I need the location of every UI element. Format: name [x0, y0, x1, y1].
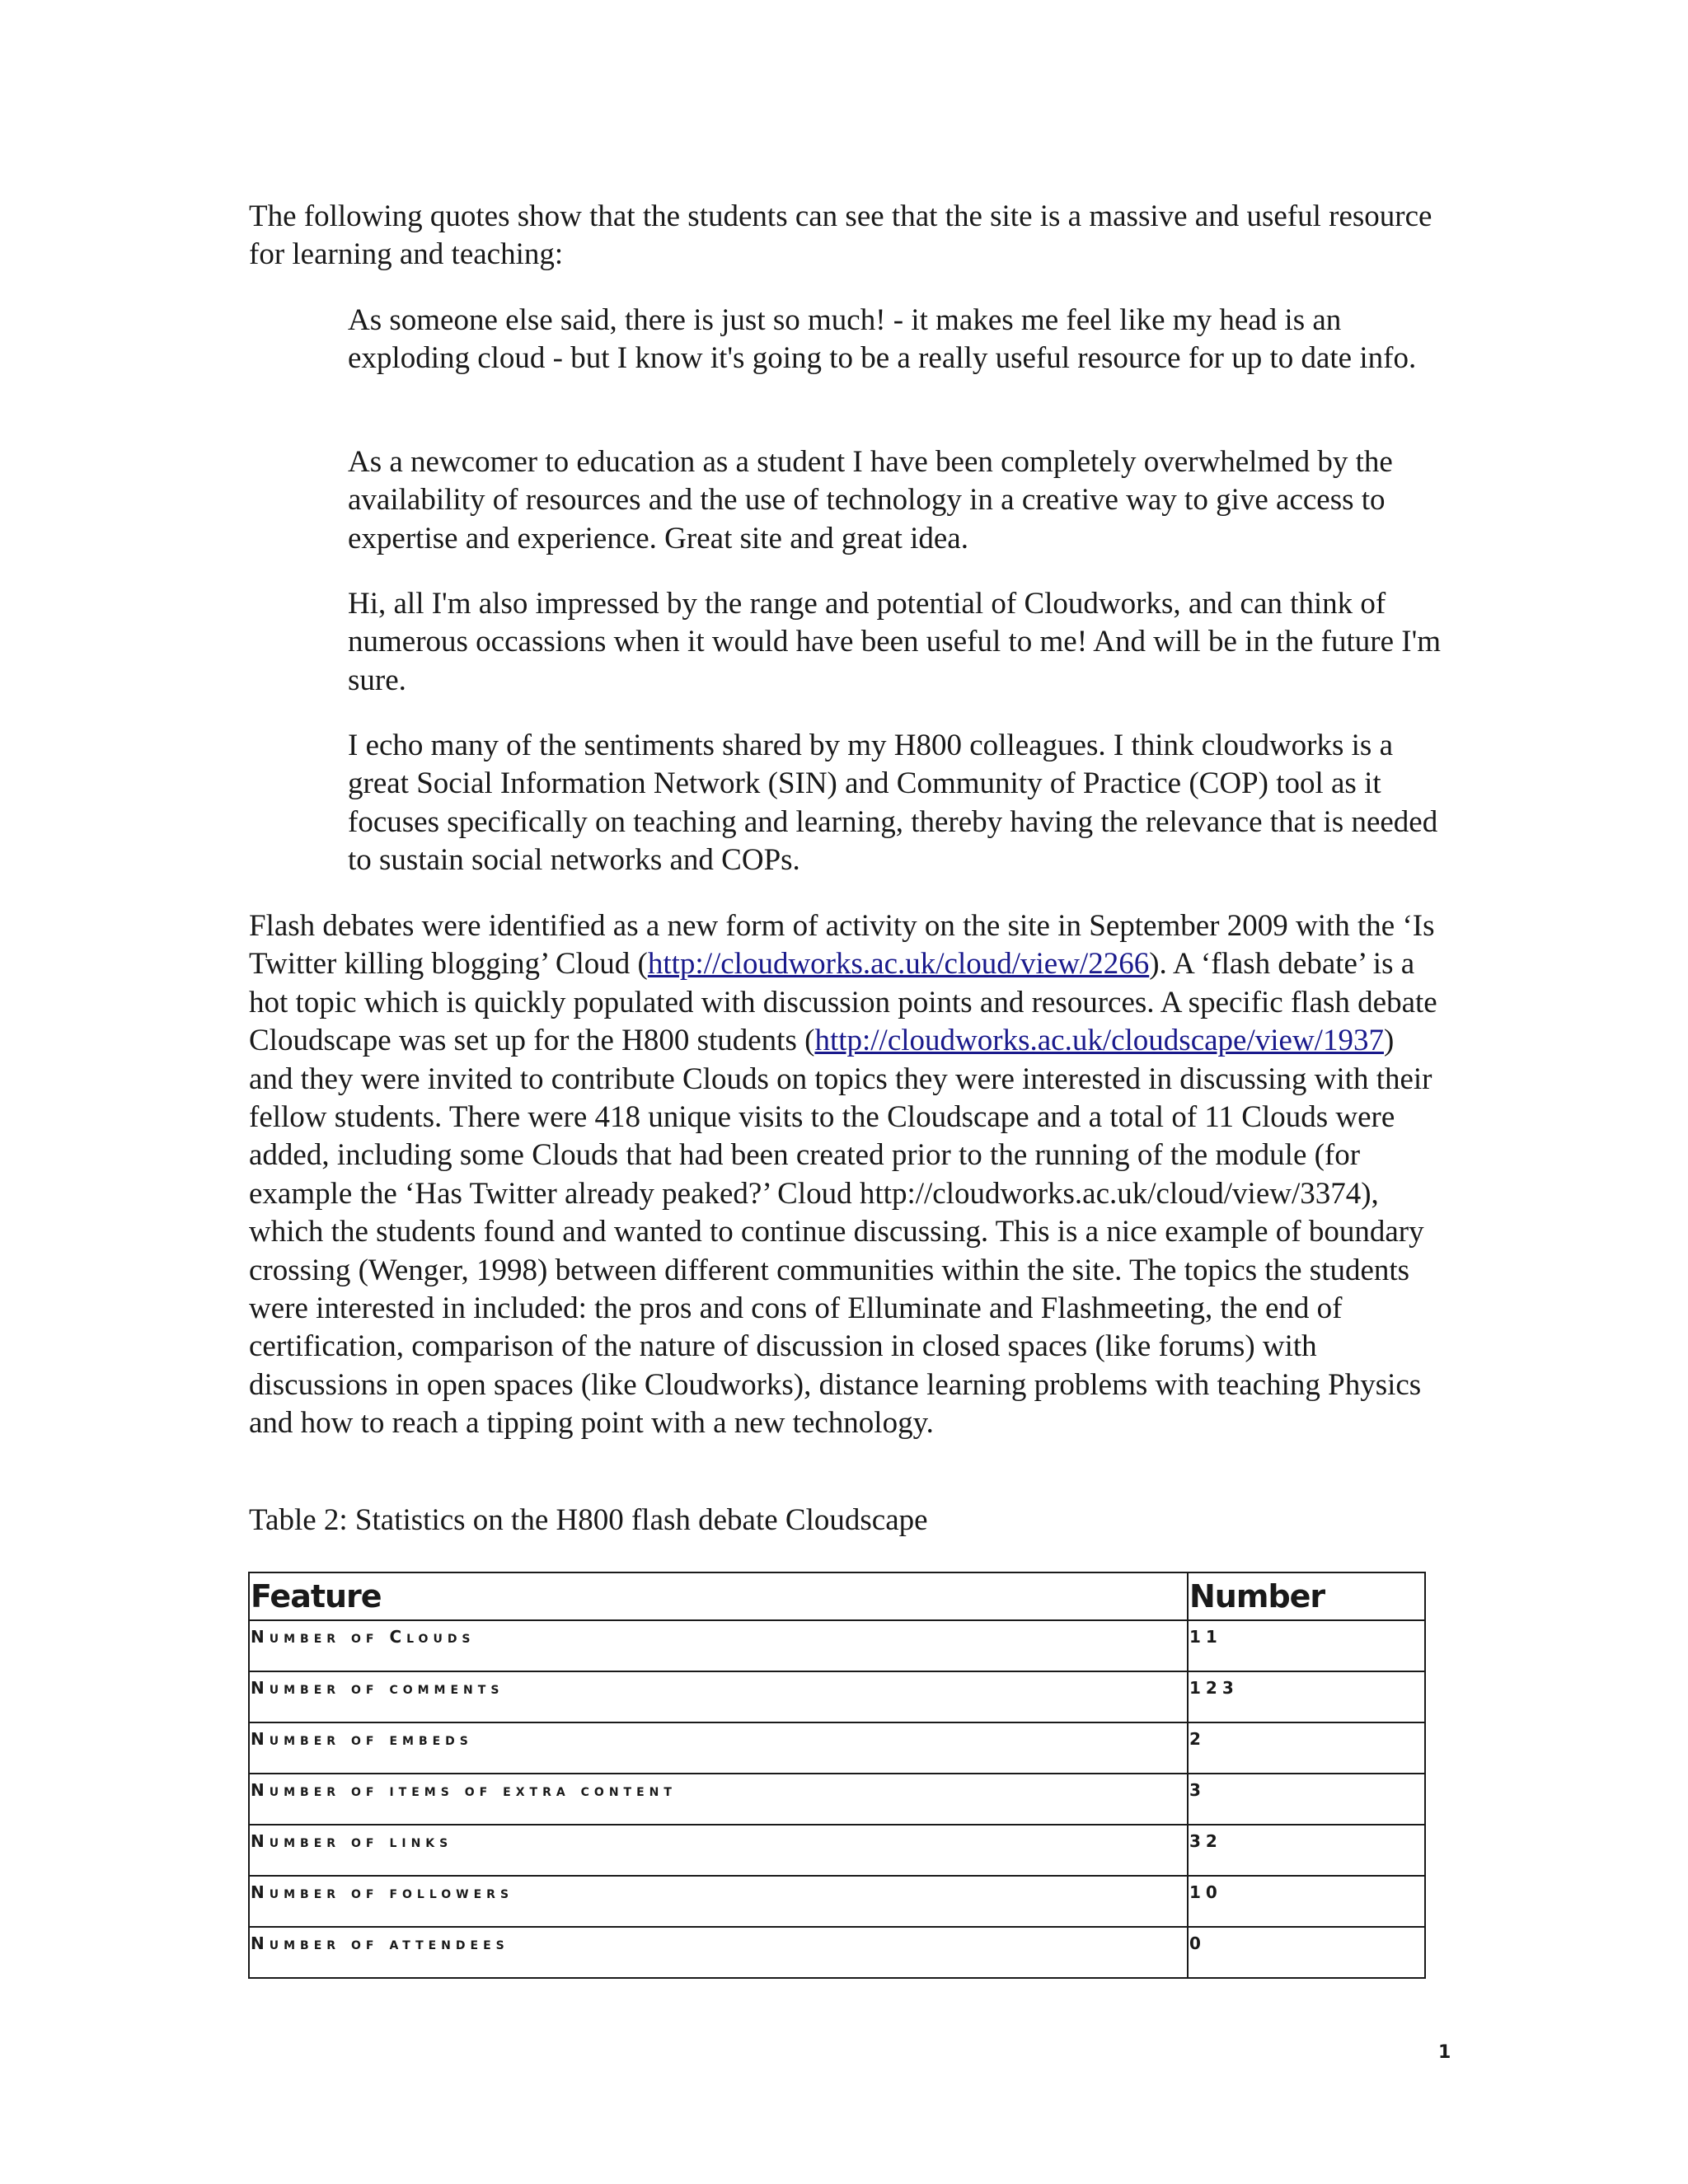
feature-cell: Number of comments — [249, 1671, 1188, 1722]
flash-text-1: Flash debates were identified as a new form of activity on the site in September 2009 with the ‘Is Twitter killing blogging’ Cloud ( — [249, 909, 1435, 982]
number-cell: 10 — [1188, 1876, 1425, 1927]
quote-3: Hi, all I'm also impressed by the range and potential of Cloudworks, and can think of numerous occassions when it would have been useful to me! And will be in the future I'm sure. — [348, 587, 1442, 697]
feature-cell: Number of followers — [249, 1876, 1188, 1927]
number-cell: 11 — [1188, 1620, 1425, 1671]
feature-cell: Number of embeds — [249, 1722, 1188, 1774]
table-header-row — [249, 1572, 1425, 1620]
feature-cell: Number of links — [249, 1825, 1188, 1876]
flash-text-3: ) and they were invited to contribute Clouds on topics they were interested in discussing with their fellow students. There were 418 unique visits to the Cloudscape and a total of 11 Clouds were added, including some Clouds that had been created prior to the running of the module (for example the ‘Has Twitter already peaked?’ Cloud http://cloudworks.ac.uk/cloud/view/3374), which the students found and wanted to continue discussing. This is a nice example of boundary crossing (Wenger, 1998) between different communities within the site. The topics the students were interested in included: the pros and cons of Elluminate and Flashmeeting, the end of certification, comparison of the nature of discussion in closed spaces (like forums) with discussions in open spaces (like Cloudworks), distance learning problems with teaching Physics and how to reach a tipping point with a new technology. — [249, 1024, 1432, 1441]
page-number: 1 — [1438, 2042, 1451, 2063]
number-cell: 3 — [1188, 1774, 1425, 1825]
number-cell: 2 — [1188, 1722, 1425, 1774]
number-column-header: Number — [1188, 1572, 1425, 1620]
flash-text-2: ). A ‘flash debate’ is a hot topic which is quickly populated with discussion points and resources. A specific flash debate Cloudscape was set up for the H800 students ( — [249, 947, 1437, 1058]
cloudscape-1937-link[interactable]: http://cloudworks.ac.uk/cloudscape/view/1937 — [814, 1024, 1384, 1058]
table-row — [249, 1774, 1425, 1825]
cloud-2266-link[interactable]: http://cloudworks.ac.uk/cloud/view/2266 — [647, 947, 1150, 982]
number-cell: 123 — [1188, 1671, 1425, 1722]
quote-1: As someone else said, there is just so much! - it makes me feel like my head is an exploding cloud - but I know it's going to be a really useful resource for up to date info. — [348, 303, 1417, 376]
number-cell: 0 — [1188, 1927, 1425, 1978]
table-row — [249, 1825, 1425, 1876]
statistics-table — [248, 1572, 1426, 1979]
quote-2: As a newcomer to education as a student I have been completely overwhelmed by the availability of resources and the use of technology in a creative way to give access to expertise and experience. Great site and great idea. — [348, 445, 1393, 555]
table-row — [249, 1671, 1425, 1722]
feature-column-header: Feature — [249, 1572, 1188, 1620]
feature-cell: Number of attendees — [249, 1927, 1188, 1978]
table-row — [249, 1722, 1425, 1774]
table-row — [249, 1876, 1425, 1927]
feature-cell: Number of items of extra content — [249, 1774, 1188, 1825]
table-caption: Table 2: Statistics on the H800 flash debate Cloudscape — [249, 1503, 928, 1537]
flash-debate-paragraph — [249, 907, 1444, 1443]
intro-paragraph: The following quotes show that the students can see that the site is a massive and useful resource for learning and teaching: — [249, 199, 1432, 272]
quote-4: I echo many of the sentiments shared by my H800 colleagues. I think cloudworks is a great Social Information Network (SIN) and Community of Practice (COP) tool as it focuses specifically on teaching and learning, thereby having the relevance that is needed to sustain social networks and COPs. — [348, 729, 1438, 878]
table-row — [249, 1927, 1425, 1978]
feature-cell: Number of Clouds — [249, 1620, 1188, 1671]
number-cell: 32 — [1188, 1825, 1425, 1876]
table-row — [249, 1620, 1425, 1671]
